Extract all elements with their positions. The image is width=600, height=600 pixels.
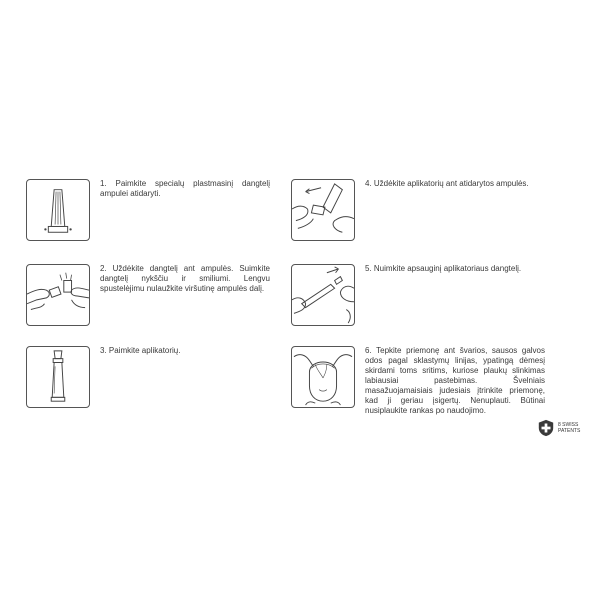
step-5 <box>291 264 565 326</box>
step-6 <box>291 346 545 416</box>
swiss-cross-shield-icon <box>537 419 555 437</box>
applicator-on-ampoule-icon <box>291 179 355 241</box>
badge-line-1: 8 SWISS <box>558 422 579 428</box>
step-3 <box>26 346 270 408</box>
head-massage-icon <box>291 346 355 408</box>
step-5-text: 5. Nuimkite apsauginį aplikatoriaus dangtelį. <box>365 264 522 273</box>
step-6-text: 6. Tepkite priemonę ant švarios, sausos galvos odos pagal sklastymų linijas, ypatingą dėmesį skirdami toms sritims, kuriose plaukų slinkimas labiausiai pastebimas. Švelniais masažuojamaisiais judesiais įtrinkite priemonę, kad ji geriau įsigertų. Nenuplauti. Būtinai nusiplaukite rankas po naudojimo. <box>365 346 545 415</box>
cap-icon <box>26 179 90 241</box>
step-1 <box>26 179 270 241</box>
step-4-text: 4. Uždėkite aplikatorių ant atidarytos ampulės. <box>365 179 529 188</box>
badge-line-2: PATENTS <box>558 428 581 434</box>
step-3-text: 3. Paimkite aplikatorių. <box>100 346 181 355</box>
step-2-text: 2. Uždėkite dangtelį ant ampulės. Suimkite dangtelį nykščiu ir smiliumi. Lengvu spustelėjimu nulaužkite viršutinę ampulės dalį. <box>100 264 270 293</box>
step-4 <box>291 179 565 241</box>
applicator-tube-icon <box>26 346 90 408</box>
step-2 <box>26 264 270 326</box>
step-1-text: 1. Paimkite specialų plastmasinį dangtelį ampulei atidaryti. <box>100 179 270 198</box>
hands-breaking-ampoule-icon <box>26 264 90 326</box>
remove-applicator-cap-icon <box>291 264 355 326</box>
swiss-patents-badge <box>537 419 580 437</box>
